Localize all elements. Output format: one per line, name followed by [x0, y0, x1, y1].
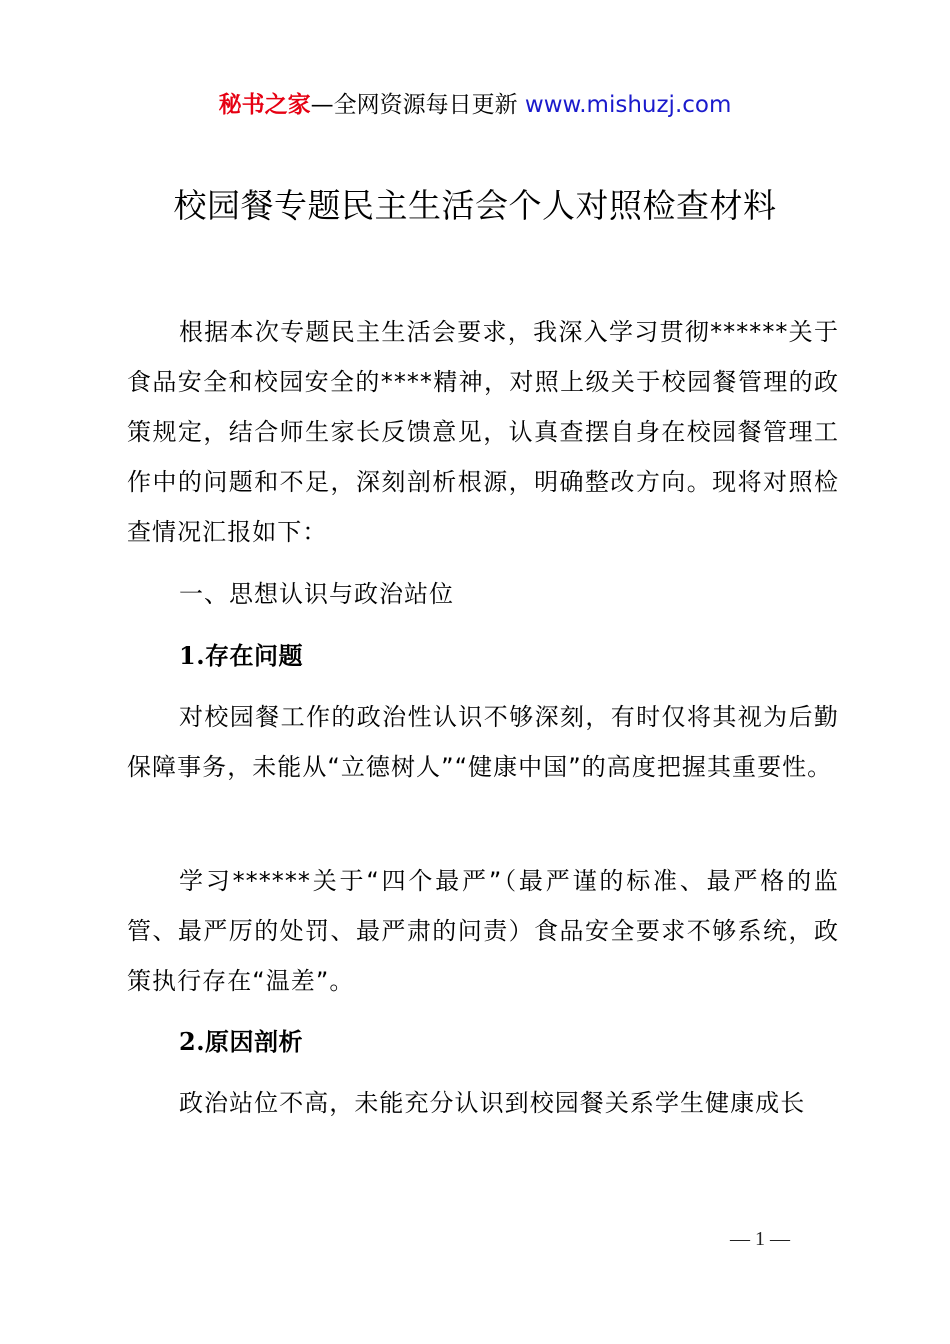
section-heading: 一、思想认识与政治站位: [179, 580, 454, 608]
site-url-link[interactable]: www.mishuzj.com: [524, 92, 732, 118]
page-number: — 1 —: [730, 1228, 790, 1250]
problem-paragraph-1: 对校园餐工作的政治性认识不够深刻，有时仅将其视为后勤保障事务，未能从“立德树人”“健康中国”的高度把握其重要性。: [127, 703, 839, 781]
subsection-heading-causes: 2.原因剖析: [179, 1027, 304, 1056]
subsection-heading-problems: 1.存在问题: [179, 641, 304, 670]
brand-name: 秘书之家: [218, 92, 311, 118]
header-tagline: —全网资源每日更新: [310, 92, 518, 118]
intro-paragraph: 根据本次专题民主生活会要求，我深入学习贯彻******关于食品安全和校园安全的****精神，对照上级关于校园餐管理的政策规定，结合师生家长反馈意见，认真查摆自身在校园餐管理工作中的问题和不足，深刻剖析根源，明确整改方向。现将对照检查情况汇报如下：: [127, 318, 839, 546]
problem-paragraph-2: 学习******关于“四个最严”（最严谨的标准、最严格的监管、最严厉的处罚、最严肃的问责）食品安全要求不够系统，政策执行存在“温差”。: [127, 867, 839, 995]
page-header: [0, 88, 950, 122]
cause-paragraph-1: 政治站位不高，未能充分认识到校园餐关系学生健康成长: [179, 1089, 806, 1117]
document-title: 校园餐专题民主生活会个人对照检查材料: [173, 186, 777, 225]
